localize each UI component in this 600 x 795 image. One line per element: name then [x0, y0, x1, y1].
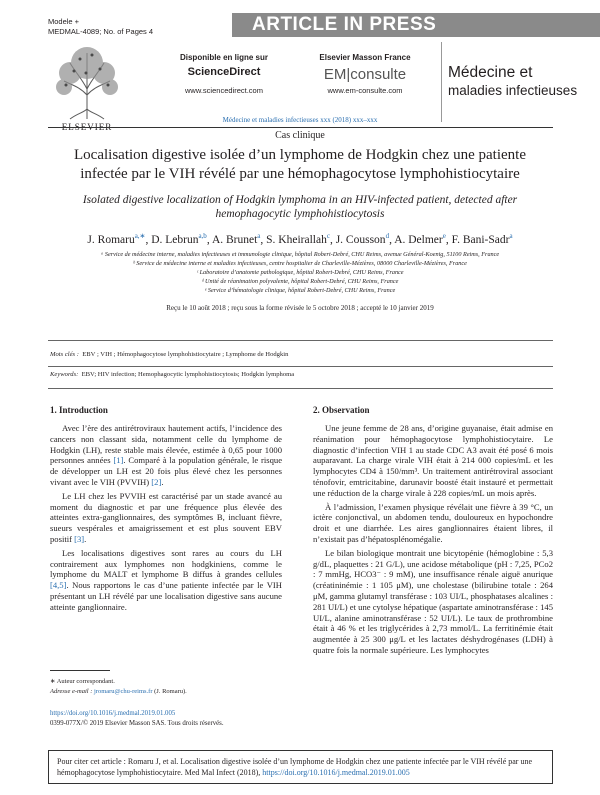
footnote-rule: [50, 670, 110, 671]
author: F. Bani-Sadr$^a$: [451, 232, 513, 246]
keywords-rule-mid: [48, 366, 553, 367]
em-consulte-logo: EM|consulte: [323, 66, 407, 83]
title-line1: Localisation digestive isolée d’un lymphome de Hodgkin chez une patiente: [74, 147, 526, 163]
header-rule: [48, 127, 553, 128]
paragraph: Le bilan biologique montrait une bicytopénie (hémoglobine : 5,3 g/dL, plaquettes : 21 G/L), une acidose métabolique (pH : 7,25, PCo2 : 7 mmHg, HCO3⁻ : 9 mM), une insuffisance rénale aiguë anurique (créatininémie : 1 105 μM), une cholestase (bilirubine totale : 264 μM, gamma glutamyl transférase : 103 UI/L, phosphatases alcalines : 281 UI/L) et une cytolyse hépatique (aspartate aminotransférase : 145 UI/L, alanine aminotransférase : 52 UI/L). Le taux de prothrombine était à 46 % et les triglycérides à 2,73 mmol/L. La ferritinémie était augmentée à 25 300 μg/L et les lactates déshydrogénases (LDH) à quatre fois la normale supérieure. Les lymphocytes: [313, 547, 553, 655]
affiliation: ᵇ Service de médecine interne et maladies infectieuses, centre hospitalier de Charleville-Mézières, 08000 Charleville-Mézières, France: [133, 260, 467, 267]
keywords-fr: Mots clés : EBV ; VIH ; Hémophagocytose lymphohistiocytaire ; Lymphome de Hodgkin: [50, 351, 289, 358]
corresponding-author-note: ∗ Auteur correspondant.: [50, 678, 115, 685]
doi-link[interactable]: https://doi.org/10.1016/j.medmal.2019.01.005: [50, 710, 176, 717]
paragraph: Le LH chez les PVVIH est caractérisé par un stade avancé au moment du diagnostic et par une fréquence plus élevée des atteintes extra-ganglionnaires, des symptômes B, incluant fièvre, sueurs vespérales et amaigrissement et est plus souvent EBV positif [3].: [50, 490, 282, 544]
em-label: Elsevier Masson France: [319, 53, 411, 62]
article-type: Cas clinique: [275, 130, 325, 141]
citation-doi-link[interactable]: https://doi.org/10.1016/j.medmal.2019.01.005: [262, 768, 410, 777]
paragraph: Avec l’ère des antirétroviraux hautement actifs, l’incidence des cancers non classant sida, notamment celle du lymphome de Hodgkin (LH), reste stable mais élevée, estimée à 0,65 pour 1000 personnes années [1]. Comparé à la population générale, le risque de développer un LH est 20 fois plus élevé chez les personnes vivant avec le VIH (PVVIH) [2].: [50, 423, 283, 487]
journal-name-line1: Médecine et: [448, 64, 533, 81]
journal-name-line2: maladies infectieuses: [448, 83, 578, 98]
article-in-press-banner: ARTICLE IN PRESS: [232, 13, 600, 37]
article-title: [40, 146, 560, 184]
author-list: [40, 232, 560, 246]
em-consulte-url[interactable]: www.em-consulte.com: [327, 86, 403, 95]
keywords-rule-bottom: [48, 388, 553, 389]
elsevier-wordmark: ELSEVIER: [61, 122, 113, 132]
sciencedirect-logo: ScienceDirect: [187, 66, 261, 78]
observation-column: [313, 423, 553, 659]
observation-heading: 2. Observation: [313, 405, 370, 415]
elsevier-tree-logo: [50, 43, 124, 121]
affiliation: ᵃ Service de médecine interne, maladies infectieuses et immunologie clinique, hôpital Robert-Debré, CHU Reims, avenue Général-Koenig, 51100 Reims, France: [100, 251, 500, 258]
email-note: Adresse e-mail : jromaru@chu-reims.fr (J. Romaru).: [50, 688, 187, 695]
author: J. Cousson$^d$,: [335, 232, 395, 246]
author: A. Brunet$^a$,: [211, 232, 267, 246]
journal-reference[interactable]: Médecine et maladies infectieuses xxx (2018) xxx–xxx: [222, 116, 378, 124]
author: A. Delmer$^e$,: [394, 232, 452, 246]
author: S. Kheirallah$^c$,: [266, 232, 336, 246]
citation-link[interactable]: [2]: [151, 476, 162, 487]
author: D. Lebrun$^{a,b}$,: [151, 232, 212, 246]
citation-box: Pour citer cet article : Romaru J, et al. Localisation digestive isolée d’un lymphome de Hodgkin chez une patiente infectée par le VIH révélé par une hémophagocytose lymphohistiocytaire. Med Mal Infect (2018), https://doi.org/10.1016/j.medmal.2019.01.005: [48, 750, 553, 784]
keywords-en: Keywords: EBV; HIV infection; Hemophagocytic lymphohistiocytosis; Hodgkin lymphoma: [50, 371, 295, 378]
paragraph: Les localisations digestives sont rares au cours du LH contrairement aux lymphomes non hodgkiniens, comme le lymphome du MALT et lymphome B diffus à grandes cellules [4,5]. Nous rapportons le cas d’une patiente infectée par le VIH présentant un LH révélé par une localisation digestive sans aucune atteinte ganglionnaire.: [50, 547, 282, 612]
sciencedirect-url[interactable]: www.sciencedirect.com: [185, 86, 263, 95]
affiliation: ᵉ Service d’hématologie clinique, hôpital Robert-Debré, CHU Reims, France: [204, 287, 396, 294]
email-link[interactable]: jromaru@chu-reims.fr: [93, 688, 153, 695]
citation-link[interactable]: [3]: [74, 533, 85, 544]
affiliation: ᵈ Unité de réanimation polyvalente, hôpital Robert-Debré, CHU Reims, France: [201, 278, 399, 285]
intro-heading: 1. Introduction: [50, 405, 108, 415]
sd-available-label: Disponible en ligne sur: [179, 53, 268, 62]
issn-copyright: 0399-077X/© 2019 Elsevier Masson SAS. Tous droits réservés.: [50, 720, 224, 727]
header-left: [48, 17, 153, 37]
author: J. Romaru$^{a,∗}$,: [87, 232, 152, 246]
title-line2: infectée par le VIH révélé par une hémophagocytose lymphohistiocytaire: [80, 166, 520, 182]
paragraph: À l’admission, l’examen physique révélait une fièvre à 39 °C, un ictère conjonctival, un abdomen tendu, douloureux en hypochondre droit et une diarrhée. Les aires ganglionnaires étaient libres, il n’existait pas d’hépatosplénomégalie.: [313, 501, 553, 544]
manuscript-ref: MEDMAL-4089; No. of Pages 4: [48, 27, 154, 36]
affiliation: ᶜ Laboratoire d’anatomie pathologique, hôpital Robert-Debré, CHU Reims, France: [196, 269, 404, 276]
article-dates: Reçu le 10 août 2018 ; reçu sous la forme révisée le 5 octobre 2018 ; accepté le 10 janvier 2019: [166, 304, 434, 312]
citation-link[interactable]: [1]: [113, 455, 124, 466]
keywords-rule-top: [48, 340, 553, 341]
intro-column: [50, 423, 282, 616]
english-title: [55, 193, 545, 221]
citation-link[interactable]: [4,5]: [50, 580, 67, 591]
model-label: Modele +: [48, 17, 80, 26]
paragraph: Une jeune femme de 28 ans, d’origine guyanaise, était admise en réanimation pour hémophagocytose lymphohistiocytaire. Le diagnostic d’infection VIH 1 au stade CDC A3 avait été posé 6 mois auparavant. La charge virale VIH était à 214 000 copies/mL et les lymphocytes CD4 à 150/mm³. Un traitement antirétroviral associant ténofovir, emtricitabine, darunavir boosté était instauré et permettait une réduction de la charge virale à 228 copies/mL un mois après.: [313, 423, 553, 498]
subtitle-line1: Isolated digestive localization of Hodgkin lymphoma in an HIV-infected patient, detected after: [82, 194, 518, 206]
subtitle-line2: hemophagocytic lymphohistiocytosis: [215, 208, 385, 220]
